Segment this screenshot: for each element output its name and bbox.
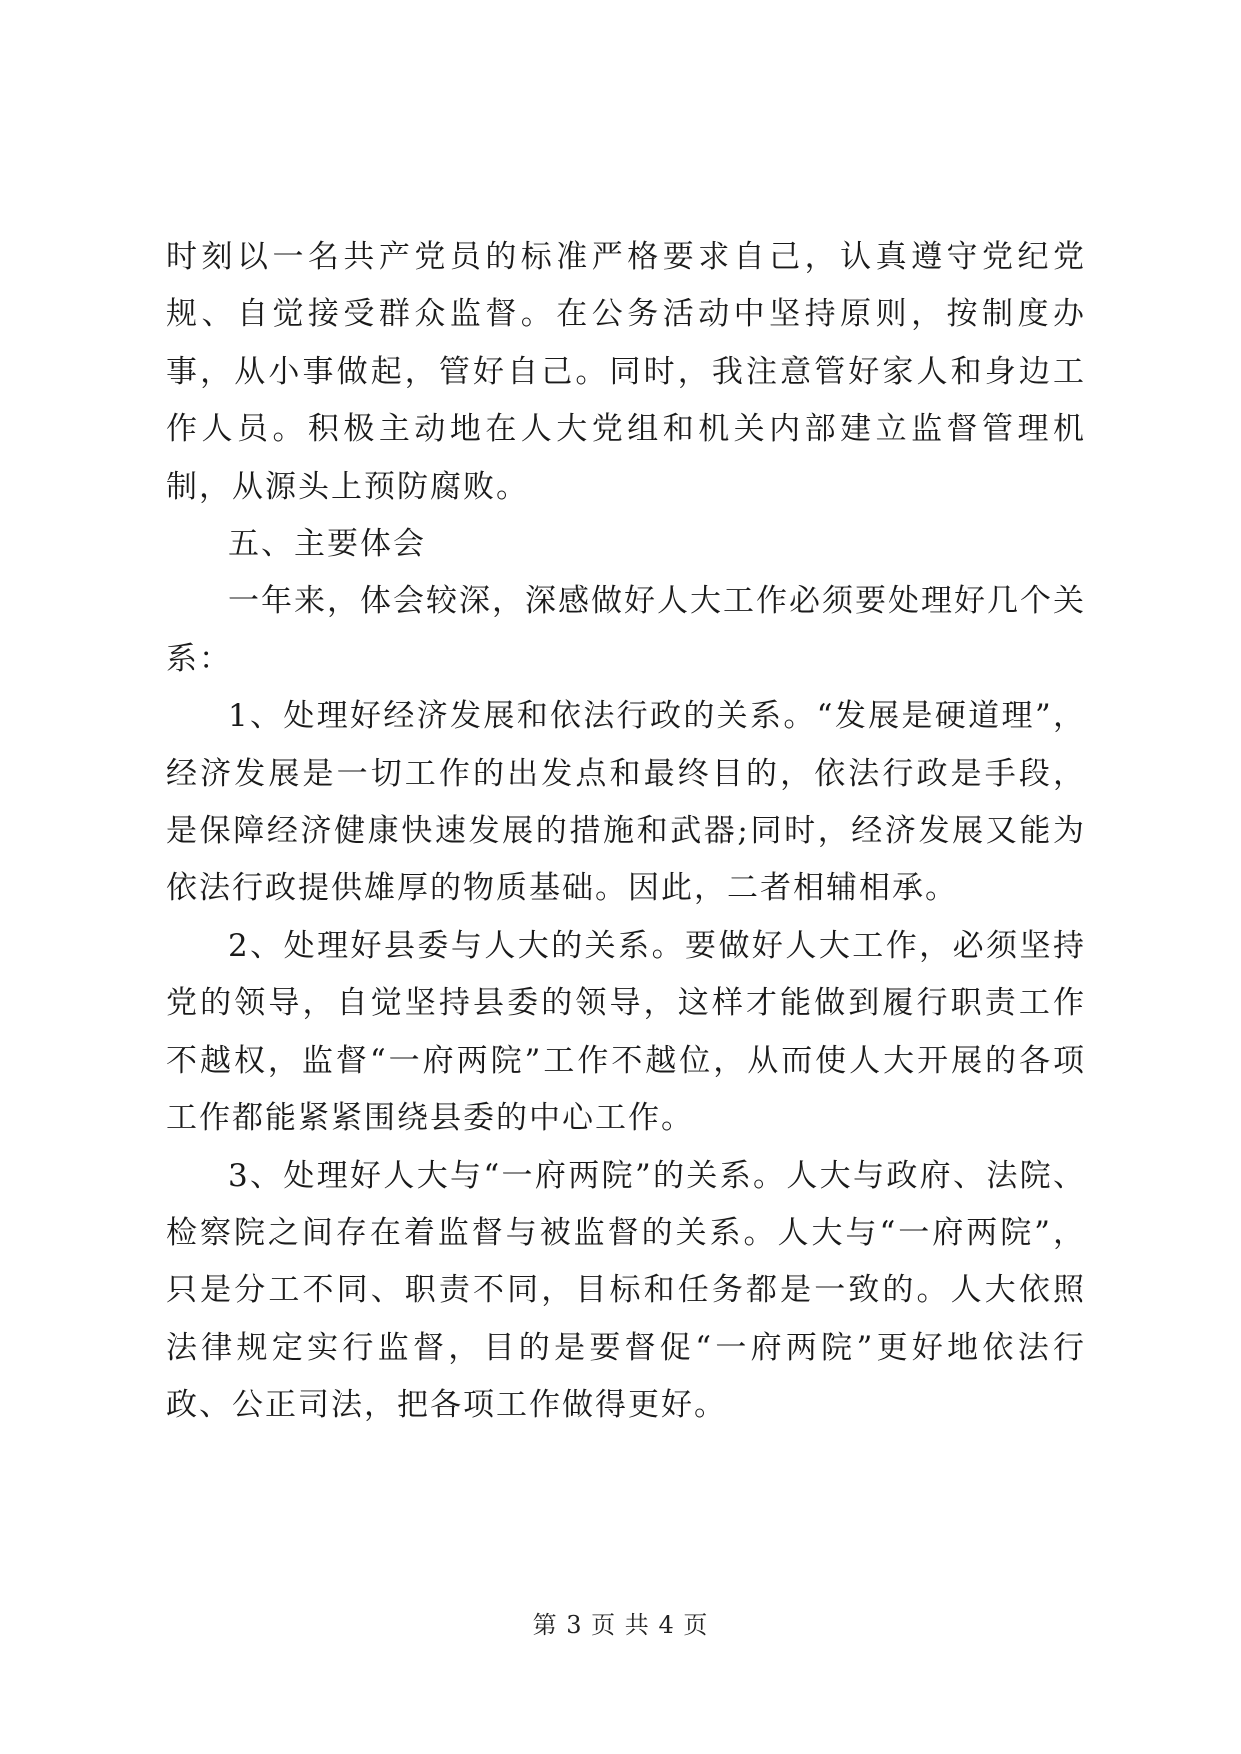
document-body xyxy=(166,229,1086,1435)
paragraph-5: 3、处理好人大与“一府两院”的关系。人大与政府、法院、检察院之间存在着监督与被监督的关系。人大与“一府两院”，只是分工不同、职责不同，目标和任务都是一致的。人大依照法律规定实行监督，目的是要督促“一府两院”更好地依法行政、公正司法，把各项工作做得更好。 xyxy=(166,1157,1086,1424)
paragraph-3: 1、处理好经济发展和依法行政的关系。“发展是硬道理”，经济发展是一切工作的出发点和最终目的，依法行政是手段，是保障经济健康快速发展的措施和武器;同时，经济发展又能为依法行政提供雄厚的物质基础。因此，二者相辅相承。 xyxy=(166,698,1086,907)
paragraph-1: 时刻以一名共产党员的标准严格要求自己，认真遵守党纪党规、自觉接受群众监督。在公务活动中坚持原则，按制度办事，从小事做起，管好自己。同时，我注意管好家人和身边工作人员。积极主动地在人大党组和机关内部建立监督管理机制，从源头上预防腐败。 xyxy=(166,239,1086,505)
paragraph-4: 2、处理好县委与人大的关系。要做好人大工作，必须坚持党的领导，自觉坚持县委的领导，这样才能做到履行职责工作不越权，监督“一府两院”工作不越位，从而使人大开展的各项工作都能紧紧围绕县委的中心工作。 xyxy=(166,927,1086,1137)
section-heading: 五、主要体会 xyxy=(228,526,426,563)
page-number-footer: 第 3 页 共 4 页 xyxy=(532,1611,709,1639)
paragraph-2: 一年来，体会较深，深感做好人大工作必须要处理好几个关系： xyxy=(166,583,1086,677)
